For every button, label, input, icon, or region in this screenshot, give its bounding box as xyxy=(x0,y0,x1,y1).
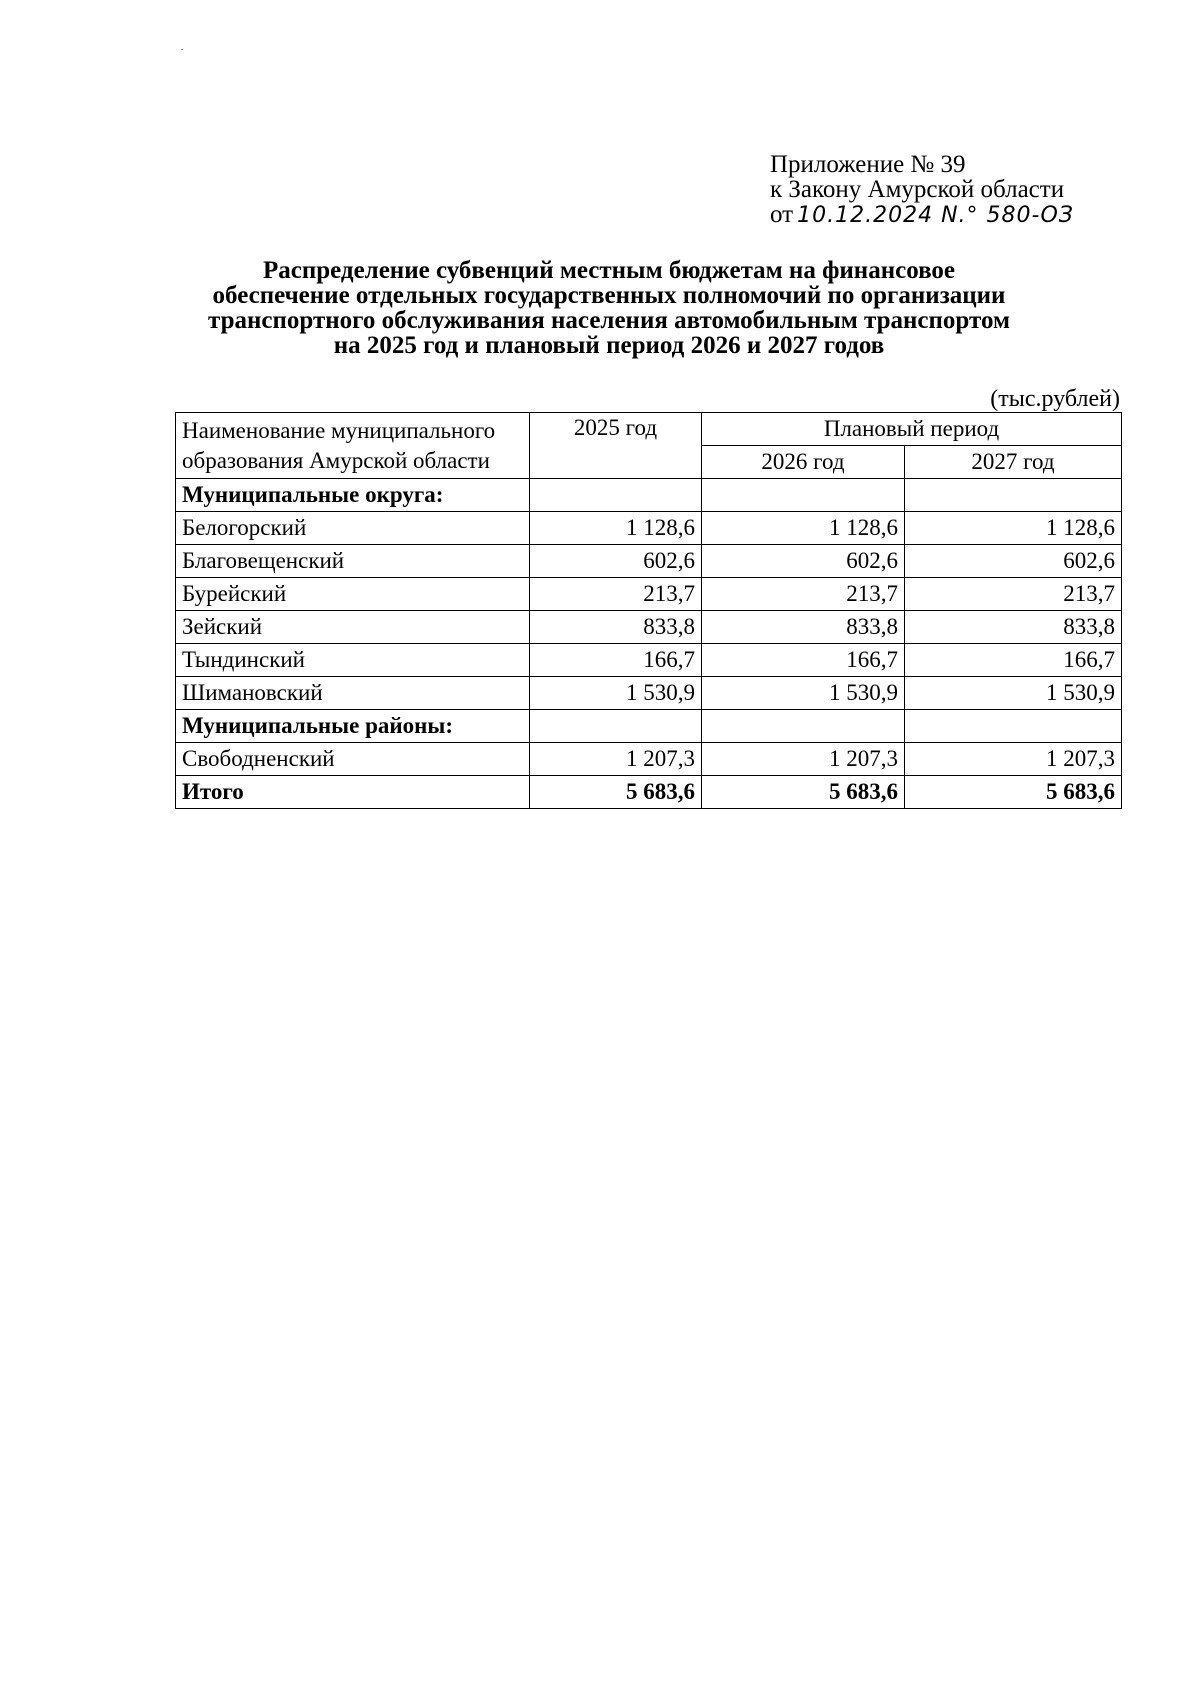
row-name: Свободненский xyxy=(176,743,530,776)
row-name: Тындинский xyxy=(176,644,530,677)
table-row xyxy=(176,644,1122,677)
value-2026: 833,8 xyxy=(702,611,905,644)
title-line-4: на 2025 год и плановый период 2026 и 2027 годов xyxy=(333,332,885,359)
value-2025: 602,6 xyxy=(530,545,702,578)
value-2026: 1 530,9 xyxy=(702,677,905,710)
total-2026: 5 683,6 xyxy=(702,776,905,809)
title-line-2: обеспечение отдельных государственных полномочий по организации xyxy=(212,282,1006,309)
header-2025: 2025 год xyxy=(530,413,702,479)
value-2025: 166,7 xyxy=(530,644,702,677)
value-2027: 833,8 xyxy=(905,611,1122,644)
table-row xyxy=(176,677,1122,710)
value-2027: 213,7 xyxy=(905,578,1122,611)
appendix-date-line xyxy=(770,202,1074,228)
header-planned-period: Плановый период xyxy=(702,413,1122,446)
table-row xyxy=(176,611,1122,644)
scan-speck xyxy=(181,49,183,50)
value-2027: 1 530,9 xyxy=(905,677,1122,710)
value-2027: 166,7 xyxy=(905,644,1122,677)
date-prefix: от xyxy=(770,201,794,228)
header-municipality: Наименование муниципального образования Амурской области xyxy=(176,413,530,479)
table-row xyxy=(176,512,1122,545)
total-row xyxy=(176,776,1122,809)
empty-cell xyxy=(530,479,702,512)
title-line-3: транспортного обслуживания населения автомобильным транспортом xyxy=(207,307,1011,334)
total-label: Итого xyxy=(176,776,530,809)
value-2025: 833,8 xyxy=(530,611,702,644)
value-2025: 1 530,9 xyxy=(530,677,702,710)
empty-cell xyxy=(702,710,905,743)
appendix-number: Приложение № 39 xyxy=(770,151,966,178)
row-name: Шимановский xyxy=(176,677,530,710)
header-2027: 2027 год xyxy=(905,446,1122,479)
section-label: Муниципальные районы: xyxy=(176,710,530,743)
value-2026: 1 128,6 xyxy=(702,512,905,545)
header-2026: 2026 год xyxy=(702,446,905,479)
total-2025: 5 683,6 xyxy=(530,776,702,809)
value-2026: 602,6 xyxy=(702,545,905,578)
unit-note: (тыс.рублей) xyxy=(990,386,1120,412)
table-row xyxy=(176,743,1122,776)
section-label: Муниципальные округа: xyxy=(176,479,530,512)
value-2027: 1 207,3 xyxy=(905,743,1122,776)
table-header-row xyxy=(176,413,1122,446)
subvention-table xyxy=(175,412,1122,809)
row-name: Зейский xyxy=(176,611,530,644)
empty-cell xyxy=(905,479,1122,512)
section-row-districts xyxy=(176,479,1122,512)
empty-cell xyxy=(905,710,1122,743)
appendix-header xyxy=(770,152,1074,228)
value-2027: 1 128,6 xyxy=(905,512,1122,545)
row-name: Белогорский xyxy=(176,512,530,545)
value-2025: 213,7 xyxy=(530,578,702,611)
appendix-law-reference: к Закону Амурской области xyxy=(770,176,1065,203)
title-line-1: Распределение субвенций местным бюджетам на финансовое xyxy=(262,257,956,284)
row-name: Бурейский xyxy=(176,578,530,611)
empty-cell xyxy=(530,710,702,743)
value-2026: 213,7 xyxy=(702,578,905,611)
value-2026: 1 207,3 xyxy=(702,743,905,776)
document-title xyxy=(150,258,1068,358)
table-row xyxy=(176,578,1122,611)
value-2026: 166,7 xyxy=(702,644,905,677)
row-name: Благовещенский xyxy=(176,545,530,578)
total-2027: 5 683,6 xyxy=(905,776,1122,809)
empty-cell xyxy=(702,479,905,512)
section-row-regions xyxy=(176,710,1122,743)
table-row xyxy=(176,545,1122,578)
value-2027: 602,6 xyxy=(905,545,1122,578)
value-2025: 1 207,3 xyxy=(530,743,702,776)
handwritten-date-number: 10.12.2024 N.° 580-ОЗ xyxy=(797,203,1074,228)
value-2025: 1 128,6 xyxy=(530,512,702,545)
